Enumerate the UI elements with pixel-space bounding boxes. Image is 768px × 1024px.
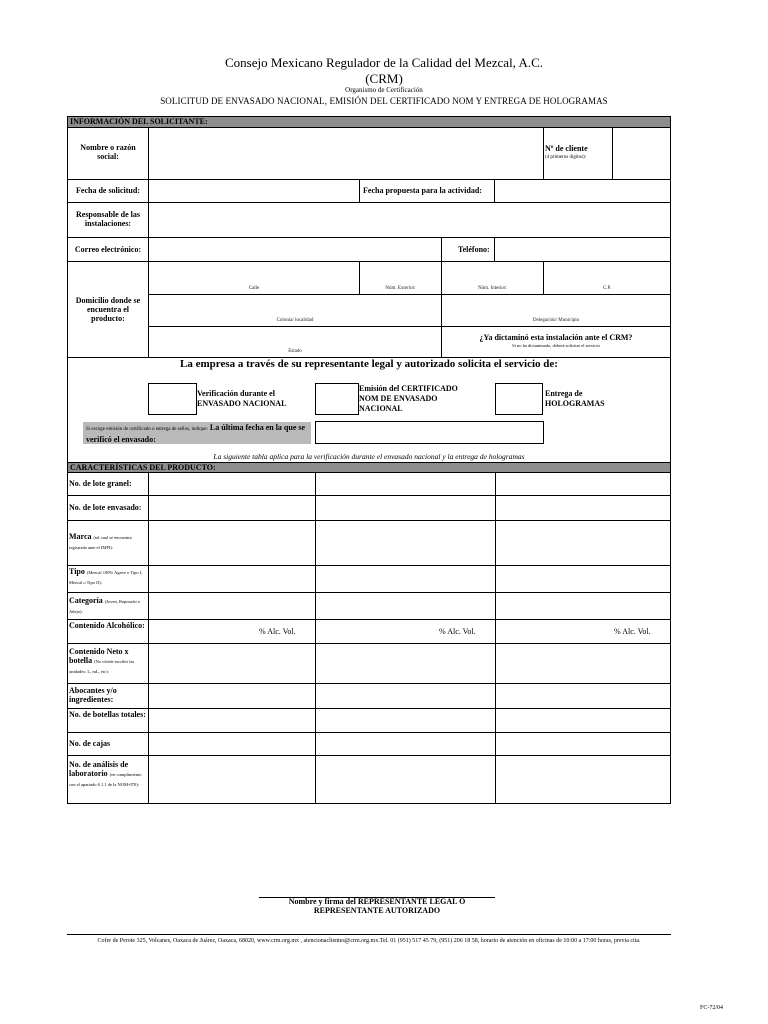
product-section-title: CARACTERÍSTICAS DEL PRODUCTO:	[70, 463, 216, 472]
email-label: Correo electrónico:	[74, 245, 142, 254]
phone-field[interactable]	[495, 238, 670, 261]
product-row-label: No. de lote granel:	[69, 479, 132, 488]
alc-unit-2: % Alc. Vol.	[439, 627, 476, 636]
footer-line	[67, 934, 671, 935]
client-no-hint: (4 primeros dígitos):	[545, 155, 587, 160]
ext-no-hint: Núm. Exterior:	[385, 286, 416, 291]
crm-question: ¿Ya dictaminó esta instalación ante el CRM?	[479, 333, 633, 342]
product-row-label: Categoría (Joven, Reposado o Añejo):	[69, 596, 141, 614]
last-date-field[interactable]	[315, 421, 544, 444]
product-row-label: Abocantes y/o ingredientes:	[69, 686, 117, 704]
product-row-label: No. de lote envasado:	[69, 503, 142, 512]
state-hint: Estado	[288, 349, 302, 354]
request-date-label: Fecha de solicitud:	[76, 186, 140, 195]
product-row-label: Contenido Alcohólico:	[69, 621, 145, 630]
product-row-label: No. de análisis de laboratorio (en cumplimiento con el apartado 6.1.1 de la NOM-070):	[69, 760, 142, 787]
checkbox-certificado[interactable]	[315, 383, 359, 415]
crm-hint: Si no ha dictaminado, deberá solicitar el servicio	[512, 343, 600, 348]
client-no-field[interactable]	[613, 128, 670, 179]
product-row-label: No. de botellas totales:	[69, 710, 146, 719]
name-field[interactable]	[149, 128, 543, 179]
name-label: Nombre o razón social:	[80, 143, 136, 161]
alc-unit-3: % Alc. Vol.	[614, 627, 651, 636]
product-row-label: No. de cajas	[69, 739, 111, 748]
responsible-label: Responsable de las instalaciones:	[75, 210, 140, 228]
phone-label: Teléfono:	[458, 245, 490, 254]
client-no-label: Nº de cliente	[545, 144, 588, 153]
signature-line2: REPRESENTANTE AUTORIZADO	[313, 906, 441, 915]
opt-envasado-label: Verificación durante el ENVASADO NACIONAL	[197, 389, 287, 408]
form-code: FC-72/04	[700, 1005, 724, 1011]
signature-line1: Nombre y firma del REPRESENTANTE LEGAL O	[288, 897, 466, 906]
street-hint: Calle	[248, 286, 260, 291]
last-date-small: Si escoge emisión de certificado o entrega de sellos, indique:	[86, 427, 208, 432]
email-field[interactable]	[149, 238, 441, 261]
request-date-field[interactable]	[149, 180, 359, 202]
org-subtitle: Organismo de Certificación	[345, 86, 423, 94]
product-row-label: Marca (tal cual se encuentra registrada ante el IMPI):	[69, 532, 132, 550]
proposed-date-field[interactable]	[495, 180, 670, 202]
int-no-hint: Núm. Interior:	[478, 286, 507, 291]
table-note: La siguiente tabla aplica para la verificación durante el envasado nacional y la entrega de hologramas	[213, 452, 525, 461]
last-date-label	[86, 423, 310, 445]
checkbox-hologramas[interactable]	[495, 383, 543, 415]
form-title: SOLICITUD DE ENVASADO NACIONAL, EMISIÓN DEL CERTIFICADO NOM Y ENTREGA DE HOLOGRAMAS	[160, 96, 608, 106]
proposed-date-label: Fecha propuesta para la actividad:	[363, 186, 482, 195]
product-row-label: Tipo (Mezcal 100% Agave o Tipo I, Mezcal o Tipo II):	[69, 567, 143, 585]
org-acronym: (CRM)	[365, 71, 403, 86]
responsible-field[interactable]	[149, 203, 670, 237]
alc-unit-1: % Alc. Vol.	[259, 627, 296, 636]
checkbox-envasado[interactable]	[148, 383, 197, 415]
delegacion-hint: Delegación/ Municipio	[532, 318, 580, 323]
colonia-hint: Colonia/ localidad	[276, 318, 314, 323]
zip-hint: C.P.	[602, 286, 612, 291]
applicant-section-title: INFORMACIÓN DEL SOLICITANTE:	[70, 117, 208, 126]
product-row-label: Contenido Neto x botella (No olvide escribir las unidades: L, mL, etc):	[69, 647, 135, 674]
footer-address: Cofre de Perote 325, Volcanes, Oaxaca de Juárez, Oaxaca, 68020, www.crm.org.mx , atencionaclientes@crm.org.mx.Tel. 01 (951) 517 45 79, (951) 206 18 58, horario de atención en oficinas de 10:00 a 17:00 horas, previa cita.	[97, 938, 641, 944]
address-label: Domicilio donde se encuentra el producto:	[75, 296, 141, 323]
opt-hologramas-label: Entrega de HOLOGRAMAS	[545, 389, 605, 408]
opt-certificado-label: Emisión del CERTIFICADO NOM DE ENVASADO NACIONAL	[359, 384, 458, 413]
last-date-big: La última fecha en la que se verificó el envasado:	[86, 423, 306, 444]
org-name: Consejo Mexicano Regulador de la Calidad del Mezcal, A.C.	[224, 55, 544, 70]
service-intro: La empresa a través de su representante legal y autorizado solicita el servicio de:	[180, 358, 558, 370]
